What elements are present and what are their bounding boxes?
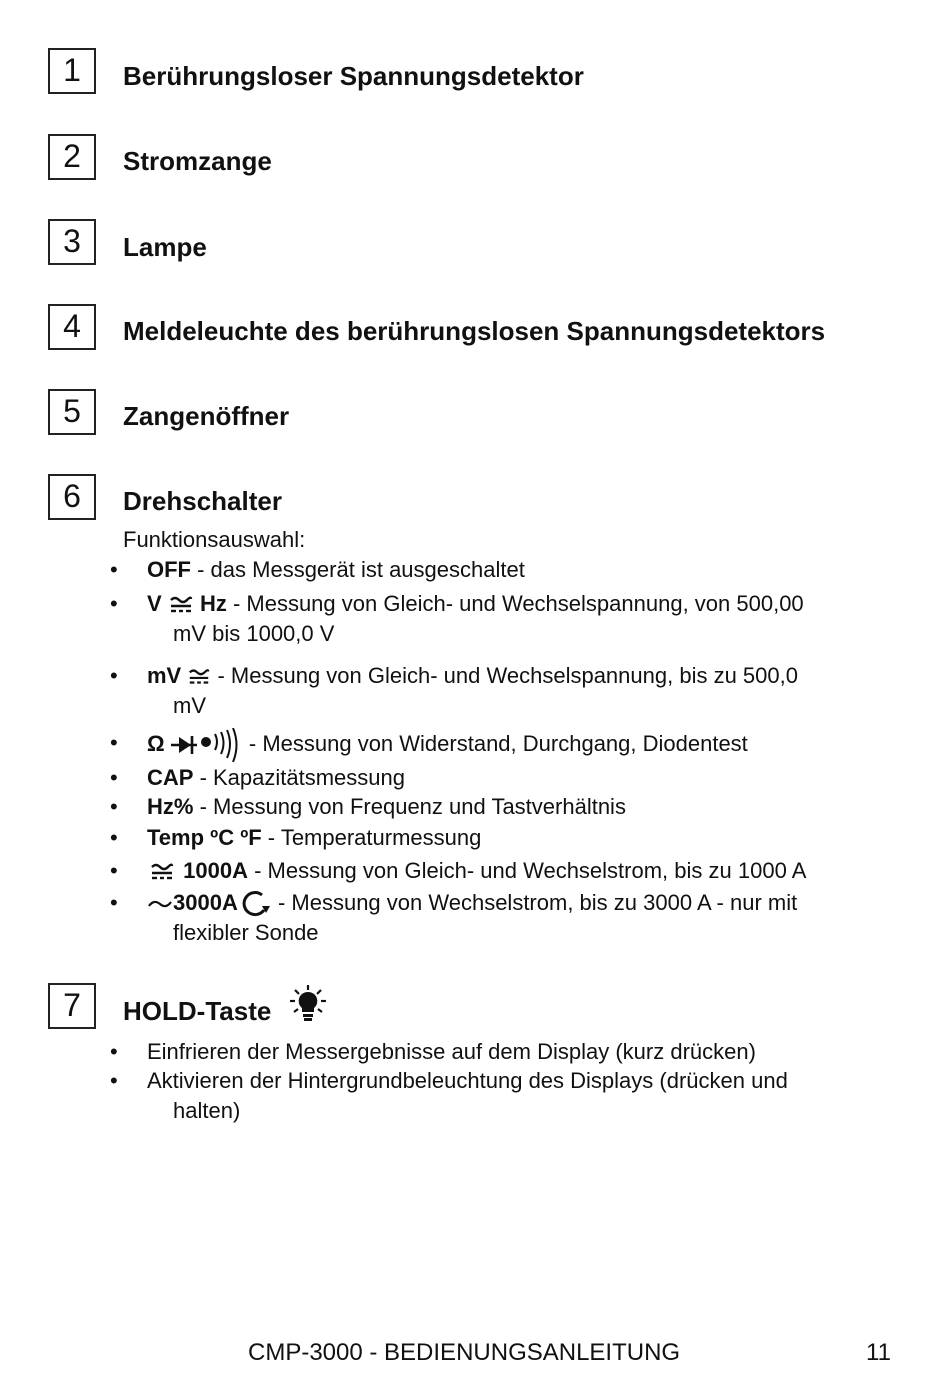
function-code: 1000A <box>183 858 248 883</box>
section-title: HOLD-Taste <box>123 996 272 1026</box>
hold-desc: Einfrieren der Messergebnisse auf dem Display (kurz drücken) <box>147 1039 756 1064</box>
list-item <box>110 1066 893 1126</box>
function-desc: - Messung von Widerstand, Durchgang, Diodentest <box>242 730 748 756</box>
bullet-dot: • <box>110 1068 118 1093</box>
section-title: Zangenöffner <box>123 401 290 431</box>
ac-wave-icon <box>147 897 173 911</box>
function-desc-cont: mV bis 1000,0 V <box>173 621 335 646</box>
function-desc: - Messung von Gleich- und Wechselspannung, von 500,00 <box>226 591 804 616</box>
function-desc-cont: mV <box>173 693 206 718</box>
list-item <box>110 888 893 948</box>
backlight-bulb-icon <box>289 984 327 1022</box>
function-code: Hz% <box>147 794 194 819</box>
section-title: Meldeleuchte des berührungslosen Spannungsdetektors <box>123 316 826 346</box>
section-number-box: 6 <box>48 474 96 520</box>
function-desc: - Kapazitätsmessung <box>193 765 405 790</box>
section-number-box: 3 <box>48 219 96 265</box>
list-item <box>110 823 893 853</box>
section-title: Berührungsloser Spannungsdetektor <box>123 61 584 91</box>
function-desc: - Temperaturmessung <box>261 825 482 850</box>
page-number: 11 <box>866 1339 891 1366</box>
bullet-dot: • <box>110 663 118 688</box>
function-desc: - das Messgerät ist ausgeschaltet <box>191 557 525 582</box>
function-desc: - Messung von Gleich- und Wechselstrom, bis zu 1000 A <box>247 858 807 883</box>
hold-desc-cont: halten) <box>173 1098 241 1123</box>
function-code: 3000A <box>173 890 238 915</box>
bullet-dot: • <box>110 1039 118 1064</box>
function-desc: - Messung von Wechselstrom, bis zu 3000 A - nur mit <box>271 890 798 915</box>
function-code: V <box>147 591 162 616</box>
ac-dc-icon <box>147 862 177 882</box>
section-number-box: 7 <box>48 983 96 1029</box>
hold-desc: Aktivieren der Hintergrundbeleuchtung des Displays (drücken und <box>147 1068 788 1093</box>
section-title-row <box>123 996 327 1026</box>
function-desc: - Messung von Gleich- und Wechselspannung, bis zu 500,0 <box>211 663 798 688</box>
section-title: Stromzange <box>123 146 272 176</box>
function-code: Hz <box>199 591 227 616</box>
list-item <box>110 555 893 585</box>
section-title: Lampe <box>123 232 207 262</box>
function-intro: Funktionsauswahl: <box>123 527 306 552</box>
list-item <box>110 792 893 822</box>
list-item <box>110 856 893 886</box>
function-code: CAP <box>147 765 194 790</box>
bullet-dot: • <box>110 825 118 850</box>
bullet-dot: • <box>110 858 118 883</box>
function-desc: - Messung von Frequenz und Tastverhältnis <box>193 794 626 819</box>
bullet-dot: • <box>110 730 118 755</box>
function-code: Ω <box>147 730 165 756</box>
bullet-dot: • <box>110 557 118 582</box>
function-code: OFF <box>147 557 191 582</box>
list-item <box>110 661 893 721</box>
section-number-box: 1 <box>48 48 96 94</box>
list-item <box>110 589 893 649</box>
bullet-dot: • <box>110 794 118 819</box>
function-code: mV <box>147 663 182 688</box>
bullet-dot: • <box>110 890 118 915</box>
bullet-dot: • <box>110 591 118 616</box>
section-number-box: 4 <box>48 304 96 350</box>
flex-probe-icon <box>238 890 272 918</box>
section-title: Drehschalter <box>123 486 282 516</box>
footer-title: CMP-3000 - BEDIENUNGSANLEITUNG <box>248 1339 681 1366</box>
function-code: Temp ºC ºF <box>147 825 262 850</box>
section-number-box: 5 <box>48 389 96 435</box>
ac-dc-icon <box>168 595 194 615</box>
bullet-dot: • <box>110 765 118 790</box>
ac-dc-icon <box>187 667 211 687</box>
list-item <box>110 728 893 762</box>
function-desc-cont: flexibler Sonde <box>173 920 319 946</box>
diode-continuity-icon <box>171 728 243 762</box>
list-item <box>110 1037 893 1067</box>
list-item <box>110 763 893 793</box>
section-number-box: 2 <box>48 134 96 180</box>
